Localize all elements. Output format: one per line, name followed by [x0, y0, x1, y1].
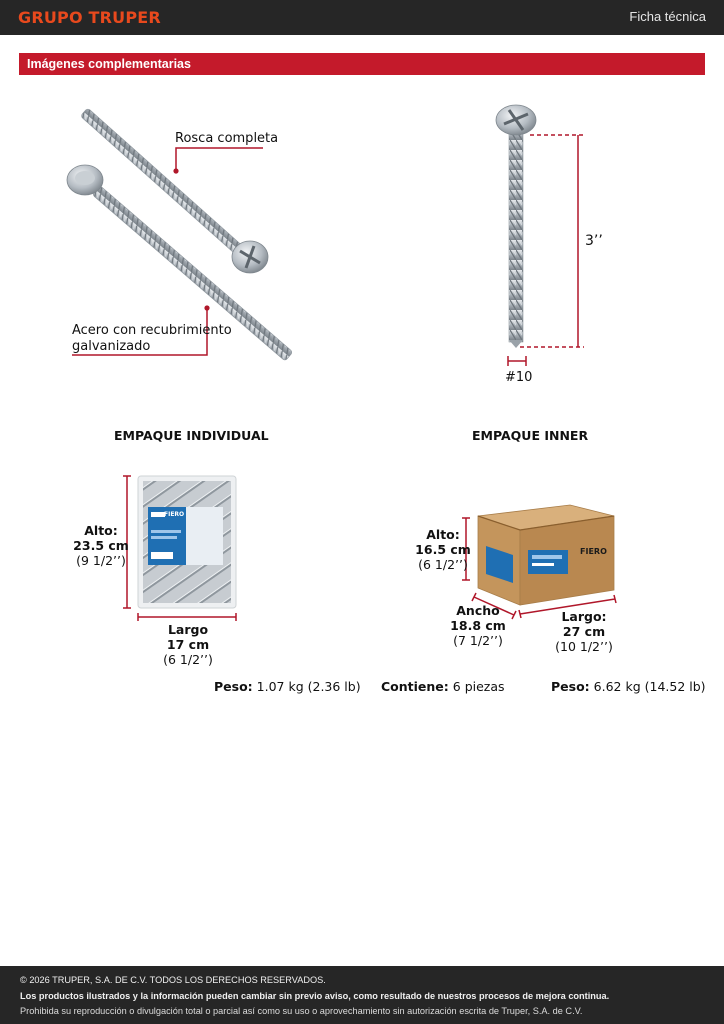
inner-height-title: Alto: — [426, 527, 460, 542]
bag-brand: FIERO — [164, 511, 185, 518]
footer-legal: Prohibida su reproducción o divulgación total o parcial así como su uso o aprovechamiento sin autorización escrita de Truper, S.A. de C.V. — [20, 1006, 583, 1016]
footer-copyright: © 2026 TRUPER, S.A. DE C.V. TODOS LOS DERECHOS RESERVADOS. — [20, 975, 326, 985]
individual-pack-heading: EMPAQUE INDIVIDUAL — [114, 428, 269, 443]
screw-gauge-label: #10 — [505, 370, 533, 385]
inner-contains-value: 6 piezas — [452, 679, 505, 694]
material-label-line2: galvanizado — [72, 339, 151, 354]
individual-length-in: (6 1/2’’) — [163, 652, 213, 667]
individual-height-cm: 23.5 cm — [73, 538, 129, 553]
inner-width-cm: 18.8 cm — [450, 618, 506, 633]
inner-weight-value: 6.62 kg (14.52 lb) — [593, 679, 706, 694]
individual-weight-title: Peso: — [214, 679, 253, 694]
footer-notice: Los productos ilustrados y la información pueden cambiar sin previo aviso, como resultado de nuestros procesos de mejora continua. — [20, 991, 610, 1001]
inner-contains-title: Contiene: — [381, 679, 449, 694]
inner-length-in: (10 1/2’’) — [555, 639, 613, 654]
inner-contains — [381, 679, 505, 694]
inner-width-in: (7 1/2’’) — [453, 633, 503, 648]
inner-height-cm: 16.5 cm — [415, 542, 471, 557]
individual-height-in: (9 1/2’’) — [76, 553, 126, 568]
section-title: Imágenes complementarias — [27, 57, 191, 71]
individual-weight-value: 1.07 kg (2.36 lb) — [256, 679, 361, 694]
individual-length-title: Largo — [167, 622, 209, 637]
document-type: Ficha técnica — [629, 9, 706, 24]
individual-height-title: Alto: — [84, 523, 118, 538]
thread-label: Rosca completa — [175, 131, 279, 146]
inner-weight-title: Peso: — [551, 679, 590, 694]
material-label-line1: Acero con recubrimiento — [72, 323, 232, 338]
inner-length-cm: 27 cm — [562, 624, 606, 639]
brand-logo: GRUPO TRUPER — [18, 8, 161, 27]
box-brand: FIERO — [580, 547, 607, 556]
individual-length-cm: 17 cm — [166, 637, 210, 652]
footer — [0, 966, 724, 1024]
screw-length-label: 3’’ — [585, 233, 603, 249]
inner-weight — [551, 679, 706, 694]
inner-width-title: Ancho — [456, 603, 500, 618]
inner-height-in: (6 1/2’’) — [418, 557, 468, 572]
inner-length-title: Largo: — [561, 609, 607, 624]
inner-pack-heading: EMPAQUE INNER — [472, 428, 589, 443]
